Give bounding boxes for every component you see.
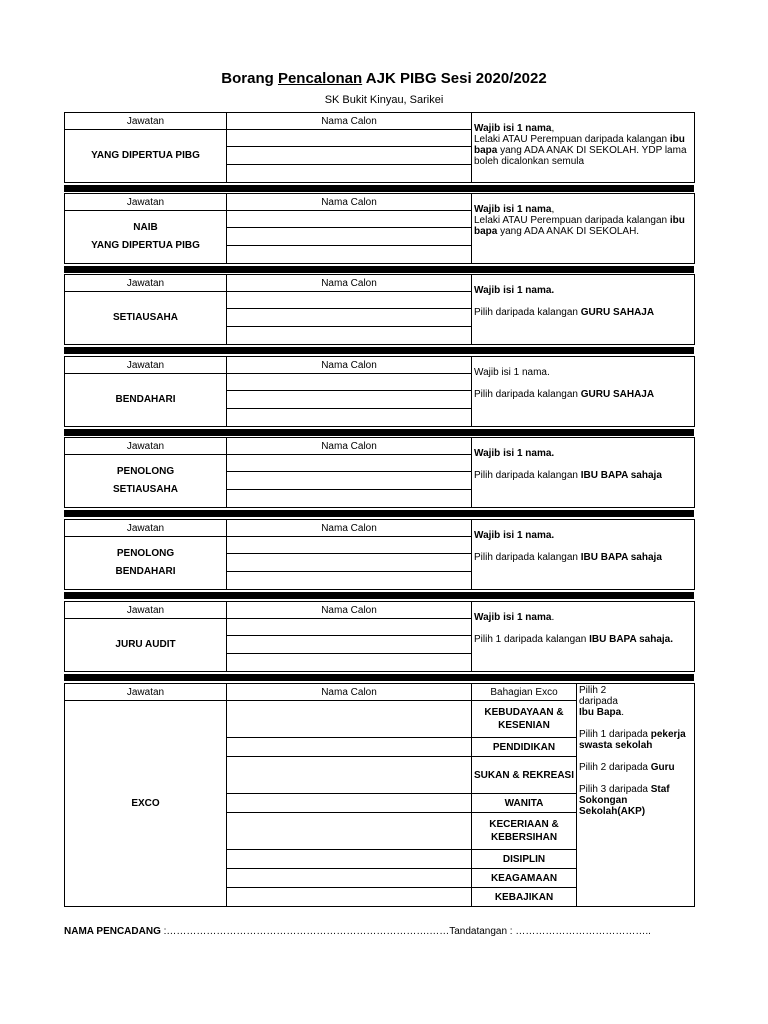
pencadang-signature-line[interactable]: :…………………………………………………………………….……Tandatangan : …………………………………..	[160, 926, 651, 937]
position-name-line: PENOLONG	[116, 466, 175, 477]
position-name-line: NAIB	[133, 222, 158, 233]
nama-calon-header: Nama Calon	[227, 520, 472, 537]
candidate-field[interactable]	[227, 554, 472, 572]
jawatan-header: Jawatan	[65, 194, 227, 211]
position-name-line: BENDAHARI	[115, 566, 176, 577]
candidate-field[interactable]	[227, 757, 472, 794]
position-name	[65, 537, 227, 590]
position-name	[65, 455, 227, 508]
exco-section: DISIPLIN	[472, 850, 577, 869]
position-name-line: SETIAUSAHA	[112, 312, 178, 323]
candidate-field[interactable]	[227, 636, 472, 654]
candidate-field[interactable]	[227, 619, 472, 636]
candidate-field[interactable]	[227, 537, 472, 554]
candidate-field[interactable]	[227, 374, 472, 391]
exco-section: KECERIAAN & KEBERSIHAN	[472, 813, 577, 850]
position-name	[65, 292, 227, 345]
candidate-field[interactable]	[227, 850, 472, 869]
nama-calon-header: Nama Calon	[227, 438, 472, 455]
candidate-field[interactable]	[227, 211, 472, 228]
candidate-field[interactable]	[227, 409, 472, 427]
candidate-field[interactable]	[227, 738, 472, 757]
position-block	[64, 519, 694, 590]
candidate-field[interactable]	[227, 391, 472, 409]
school-name: SK Bukit Kinyau, Sarikei	[324, 94, 444, 106]
candidate-field[interactable]	[227, 327, 472, 345]
exco-block	[64, 683, 694, 907]
nama-calon-header: Nama Calon	[227, 275, 472, 292]
candidate-field[interactable]	[227, 888, 472, 907]
position-name	[65, 130, 227, 183]
position-block	[64, 274, 694, 345]
pencadang-label: NAMA PENCADANG	[64, 926, 161, 937]
candidate-field[interactable]	[227, 455, 472, 472]
position-name-line: BENDAHARI	[115, 394, 176, 405]
position-name-line: YANG DIPERTUA PIBG	[91, 150, 200, 161]
footer	[64, 926, 651, 937]
jawatan-header: Jawatan	[65, 113, 227, 130]
position-note-text: Wajib isi 1 nama, Lelaki ATAU Perempuan daripada kalangan ibu bapa yang ADA ANAK DI SEKOLAH. YDP lama boleh dicalonkan semula	[474, 123, 687, 167]
position-name-line: SETIAUSAHA	[112, 484, 178, 495]
exco-section: WANITA	[472, 794, 577, 813]
candidate-field[interactable]	[227, 292, 472, 309]
candidate-field[interactable]	[227, 472, 472, 490]
position-block	[64, 601, 694, 672]
position-note-text: Wajib isi 1 nama. Pilih 1 daripada kalangan IBU BAPA sahaja.	[474, 612, 674, 645]
nama-calon-header: Nama Calon	[227, 113, 472, 130]
candidate-field[interactable]	[227, 165, 472, 183]
jawatan-header: Jawatan	[65, 357, 227, 374]
page-title: Borang Pencalonan AJK PIBG Sesi 2020/2022	[221, 70, 547, 87]
exco-section: KEBUDAYAAN & KESENIAN	[472, 701, 577, 738]
candidate-field[interactable]	[227, 701, 472, 738]
nama-calon-header: Nama Calon	[227, 602, 472, 619]
position-name-line: YANG DIPERTUA PIBG	[91, 240, 200, 251]
section-divider	[64, 266, 694, 273]
candidate-field[interactable]	[227, 309, 472, 327]
candidate-field[interactable]	[227, 869, 472, 888]
exco-section: KEBAJIKAN	[472, 888, 577, 907]
position-block	[64, 356, 694, 427]
candidate-field[interactable]	[227, 813, 472, 850]
section-divider	[64, 347, 694, 354]
jawatan-header: Jawatan	[65, 684, 227, 701]
candidate-field[interactable]	[227, 246, 472, 264]
position-block	[64, 112, 694, 183]
position-block	[64, 437, 694, 508]
position-note-text: Wajib isi 1 nama. Pilih daripada kalangan GURU SAHAJA	[474, 367, 655, 400]
position-note	[472, 438, 695, 508]
jawatan-header: Jawatan	[65, 602, 227, 619]
position-note	[472, 275, 695, 345]
position-name	[65, 619, 227, 672]
position-note	[472, 113, 695, 183]
position-name	[65, 374, 227, 427]
section-divider	[64, 429, 694, 436]
position-note-text: Wajib isi 1 nama. Pilih daripada kalangan IBU BAPA sahaja	[474, 448, 662, 481]
candidate-field[interactable]	[227, 130, 472, 147]
exco-section: PENDIDIKAN	[472, 738, 577, 757]
section-divider	[64, 592, 694, 599]
position-note	[472, 194, 695, 264]
candidate-field[interactable]	[227, 228, 472, 246]
jawatan-header: Jawatan	[65, 438, 227, 455]
position-name-line: PENOLONG	[116, 548, 175, 559]
position-note-text: Wajib isi 1 nama. Pilih daripada kalangan GURU SAHAJA	[474, 285, 655, 318]
exco-section: SUKAN & REKREASI	[472, 757, 577, 794]
exco-rules: Pilih 2 daripada Ibu Bapa. Pilih 1 daripada pekerja swasta sekolah Pilih 2 daripada Guru Pilih 3 daripada Staf Sokongan Sekolah(AKP)	[577, 684, 695, 907]
bahagian-exco-header: Bahagian Exco	[472, 684, 577, 701]
nama-calon-header: Nama Calon	[227, 194, 472, 211]
position-name	[65, 211, 227, 264]
candidate-field[interactable]	[227, 490, 472, 508]
exco-section: KEAGAMAAN	[472, 869, 577, 888]
candidate-field[interactable]	[227, 654, 472, 672]
section-divider	[64, 674, 694, 681]
exco-position: EXCO	[65, 701, 227, 907]
candidate-field[interactable]	[227, 794, 472, 813]
position-note-text: Wajib isi 1 nama, Lelaki ATAU Perempuan daripada kalangan ibu bapa yang ADA ANAK DI SEKOLAH.	[474, 204, 685, 237]
section-divider	[64, 510, 694, 517]
nama-calon-header: Nama Calon	[227, 357, 472, 374]
position-note	[472, 357, 695, 427]
position-note	[472, 520, 695, 590]
nama-calon-header: Nama Calon	[227, 684, 472, 701]
jawatan-header: Jawatan	[65, 275, 227, 292]
section-divider	[64, 185, 694, 192]
position-note	[472, 602, 695, 672]
candidate-field[interactable]	[227, 572, 472, 590]
position-name-line: JURU AUDIT	[115, 639, 176, 650]
candidate-field[interactable]	[227, 147, 472, 165]
jawatan-header: Jawatan	[65, 520, 227, 537]
position-note-text: Wajib isi 1 nama. Pilih daripada kalangan IBU BAPA sahaja	[474, 530, 662, 563]
position-block	[64, 193, 694, 264]
